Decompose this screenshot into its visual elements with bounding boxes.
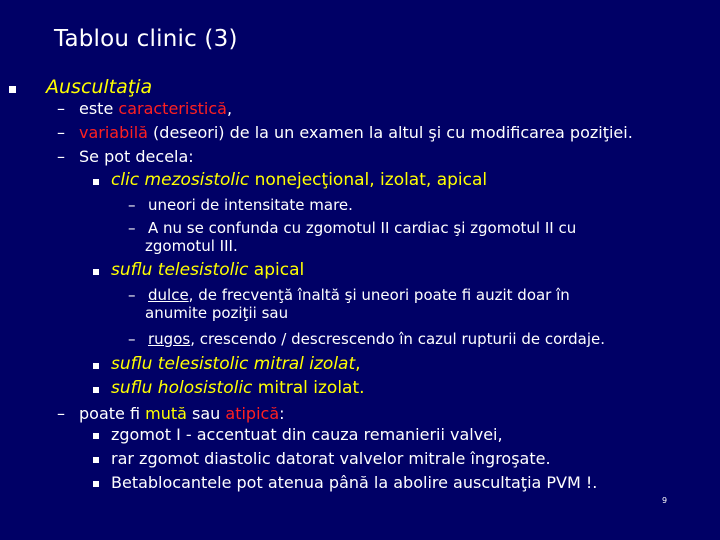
bullet-square-icon xyxy=(93,363,99,369)
item-se-pot-decela: – Se pot decela: xyxy=(57,147,194,166)
heading-auscultatie: Auscultaţia xyxy=(46,76,153,98)
dash-icon: – xyxy=(57,147,65,166)
item-clic-mezosistolic: clic mezosistolic nonejecţional, izolat, apical xyxy=(111,170,488,190)
item-suflu-sub1-cont: anumite poziţii sau xyxy=(145,304,289,322)
item-variabila: – variabilă (deseori) de la un examen la altul şi cu modificarea poziţiei. xyxy=(57,123,633,142)
slide-title: Tablou clinic (3) xyxy=(54,26,238,52)
dash-icon: – xyxy=(57,404,65,423)
item-clic-sub1: – uneori de intensitate mare. xyxy=(128,196,353,214)
item-suflu-sub2: – rugos, crescendo / descrescendo în cazul rupturii de cordaje. xyxy=(128,330,606,348)
dash-icon: – xyxy=(57,99,65,118)
dash-icon: – xyxy=(128,330,136,348)
bullet-square-icon xyxy=(93,387,99,393)
dash-icon: – xyxy=(128,196,136,214)
item-suflu-mitral-izolat: suflu telesistolic mitral izolat, xyxy=(111,354,361,374)
bullet-square-icon xyxy=(93,433,99,439)
item-betablocante: Betablocantele pot atenua până la abolire auscultaţia PVM !. xyxy=(111,473,598,492)
dash-icon: – xyxy=(128,286,136,304)
bullet-square-icon xyxy=(93,481,99,487)
bullet-square-icon xyxy=(93,179,99,185)
bullet-square-icon xyxy=(9,86,16,93)
bullet-square-icon xyxy=(93,457,99,463)
dash-icon: – xyxy=(57,123,65,142)
item-suflu-sub1: – dulce, de frecvenţă înaltă şi uneori poate fi auzit doar în xyxy=(128,286,570,304)
item-caracteristica: – este caracteristică, xyxy=(57,99,233,118)
item-poate-fi-muta: – poate fi mută sau atipică: xyxy=(57,404,285,423)
bullet-square-icon xyxy=(93,269,99,275)
page-number: 9 xyxy=(662,496,668,505)
item-clic-sub2-cont: zgomotul III. xyxy=(145,237,238,255)
item-clic-sub2: – A nu se confunda cu zgomotul II cardiac şi zgomotul II cu xyxy=(128,219,577,237)
dash-icon: – xyxy=(128,219,136,237)
item-zgomot-diastolic: rar zgomot diastolic datorat valvelor mitrale îngroşate. xyxy=(111,449,551,468)
item-suflu-telesistolic-apical: suflu telesistolic apical xyxy=(111,260,305,280)
item-zgomot-i: zgomot I - accentuat din cauza remanierii valvei, xyxy=(111,425,503,444)
item-suflu-holosistolic: suflu holosistolic mitral izolat. xyxy=(111,378,365,398)
